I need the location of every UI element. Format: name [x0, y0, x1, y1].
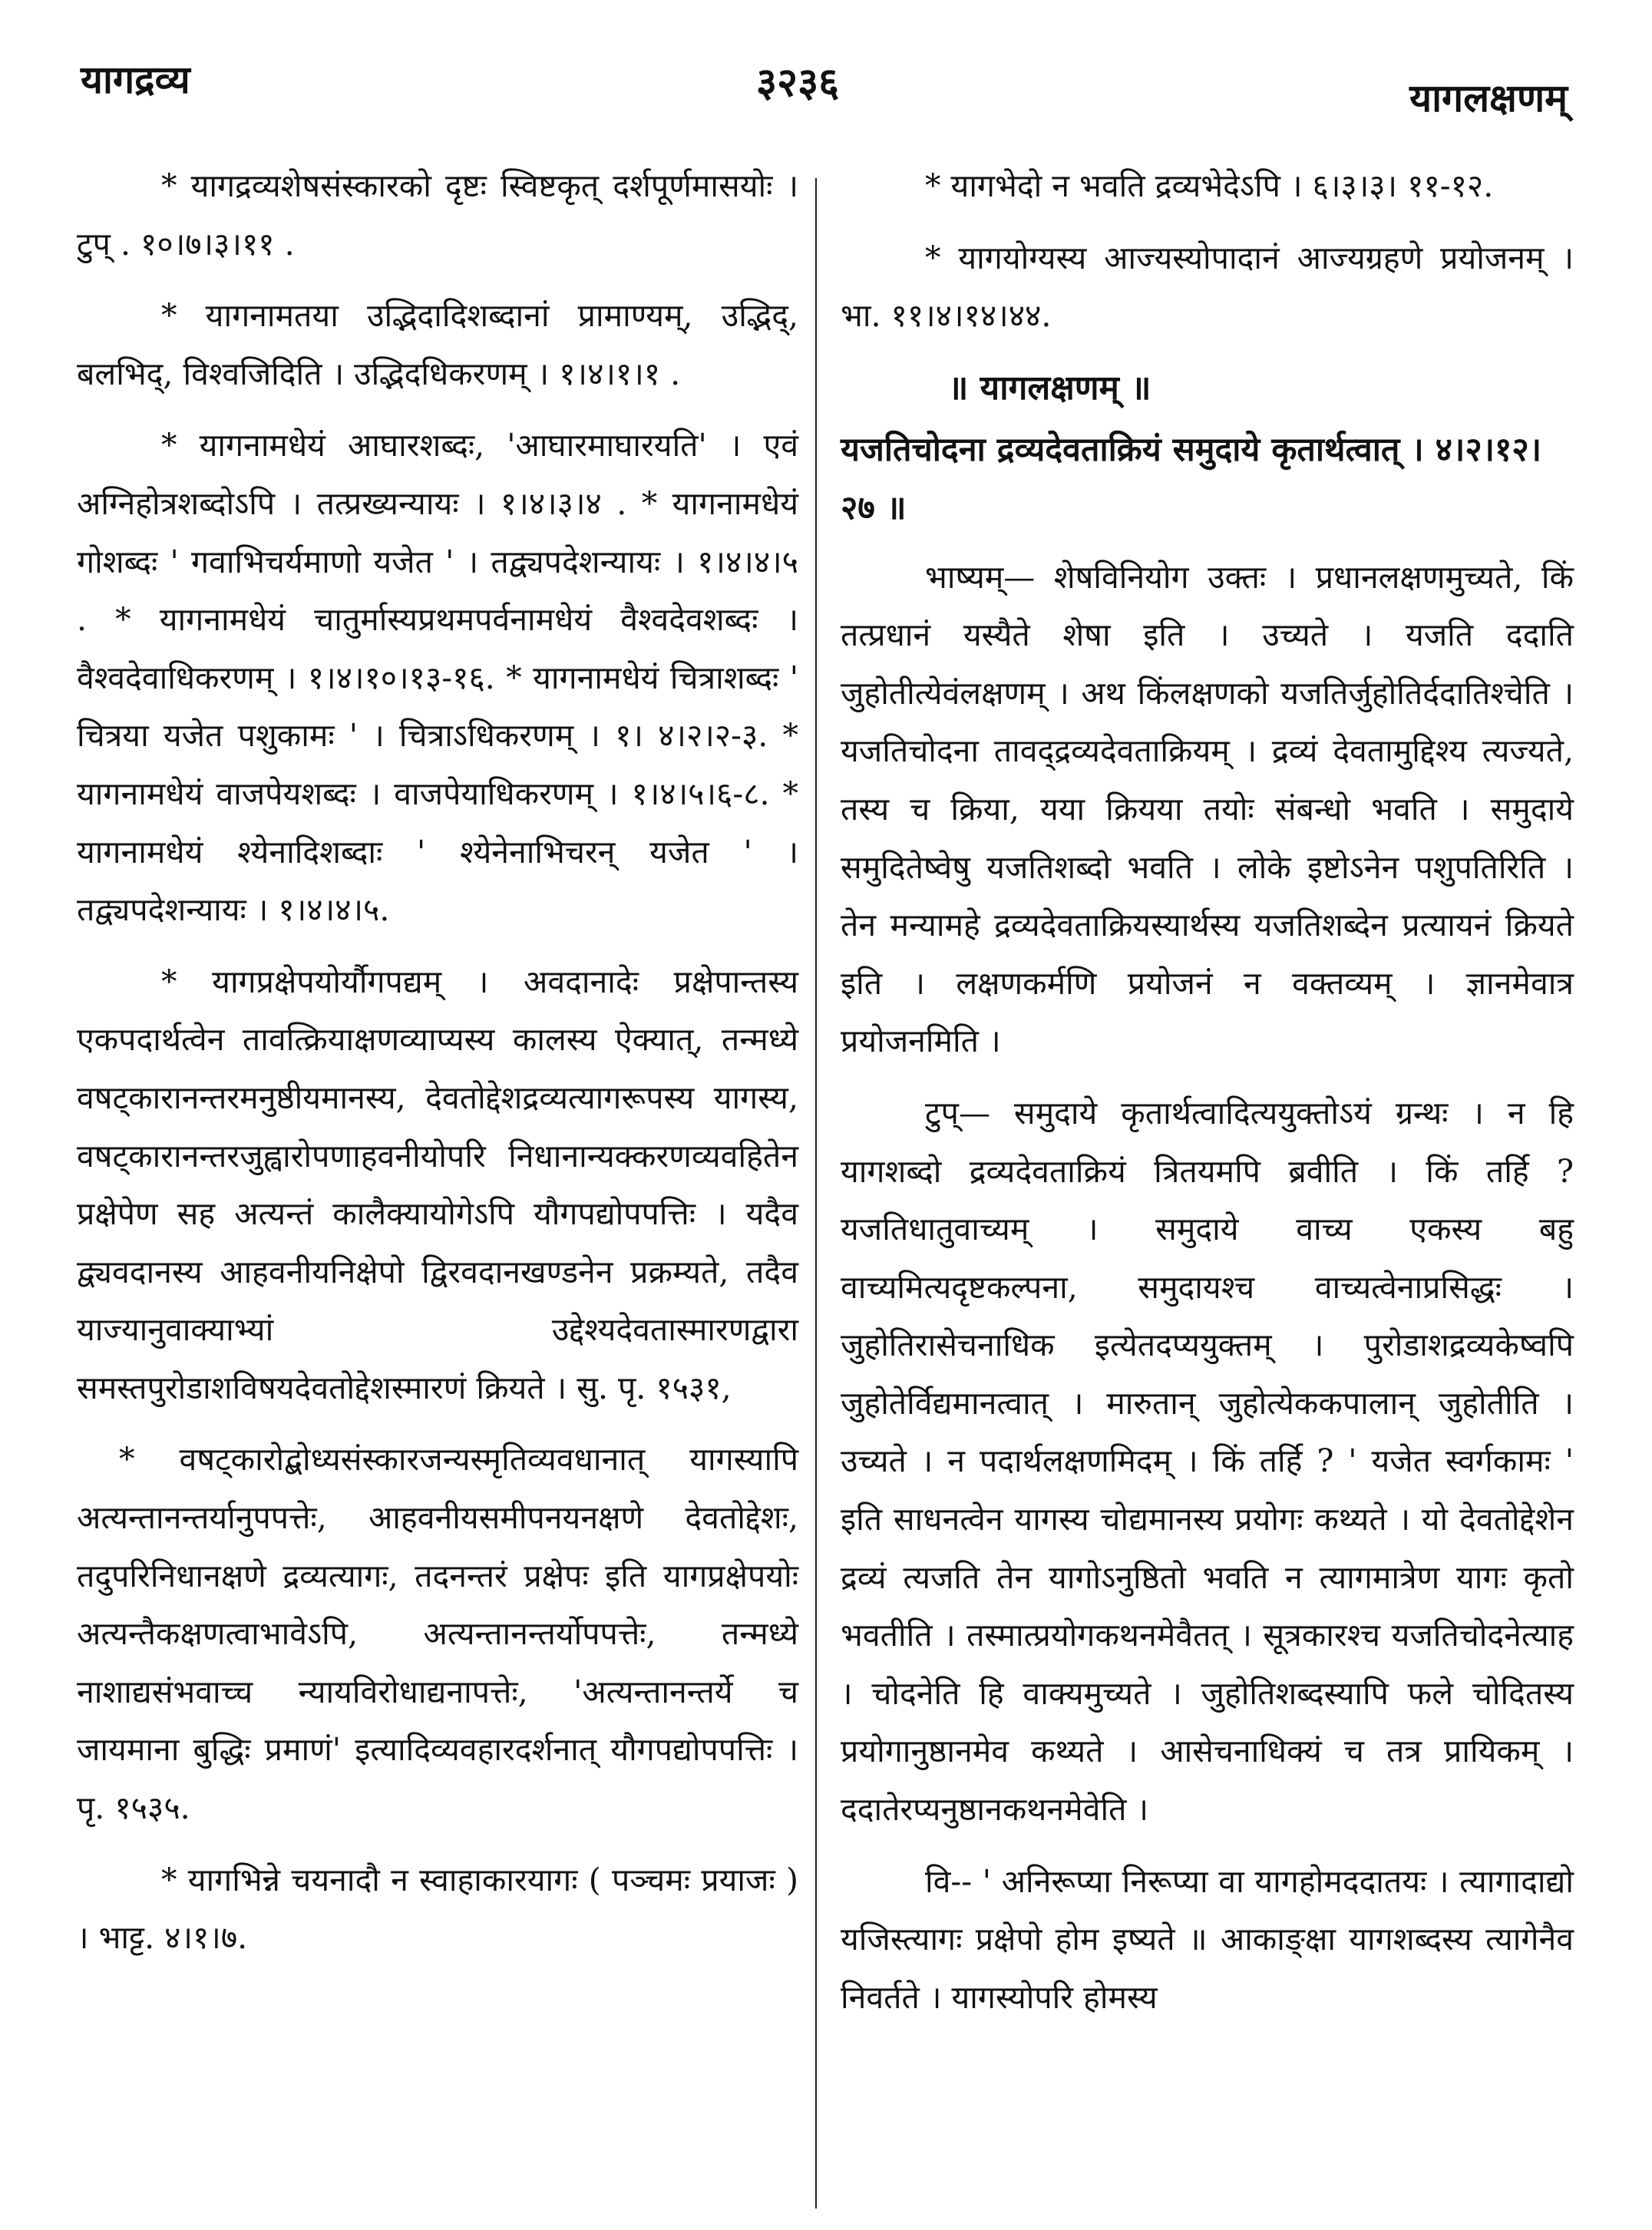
- section-title: ॥ यागलक्षणम् ॥: [948, 368, 1151, 408]
- entry-yaganamadheya: * यागनामधेयं आघारशब्दः, 'आघारमाघारयति' । एवं अग्निहोत्रशब्दोऽपि । तत्प्रख्यन्यायः । १।४।३।४ . * यागनामधेयं गोशब्दः ' गवाभिचर्यमाणो यजेत ' । तद्व्यपदेशन्यायः । १।४।४।५ . * यागनामधेयं चातुर्मास्यप्रथमपर्वनामधेयं वैश्वदेवशब्दः । वैश्वदेवाधिकरणम् । १।४।१०।१३-१६. * यागनामधेयं चित्राशब्दः ' चित्रया यजेत पशुकामः ' । चित्राऽधिकरणम् । १। ४।२।२-३. * यागनामधेयं वाजपेयशब्दः । वाजपेयाधिकरणम् । १।४।५।६-८. * यागनामधेयं श्येनादिशब्दाः ' श्येनेनाभिचरन् यजेत ' । तद्व्यपदेशन्यायः । १।४।४।५.: [77, 427, 798, 929]
- entry-yagabhinne: * यागभिन्ने चयनादौ न स्वाहाकारयागः ( पञ्चमः प्रयाजः ) । भाट्ट. ४।१।७.: [77, 1861, 798, 1957]
- entry-yagabheda: * यागभेदो न भवति द्रव्यभेदेऽपि । ६।३।३। ११-१२.: [925, 167, 1494, 204]
- entry-yaganamataya: * यागनामतया उद्भिदादिशब्दानां प्रामाण्यम्, उद्भिद्, बलभिद्, विश्वजिदिति । उद्भिदधिकरणम् । १।४।१।१ .: [77, 297, 798, 392]
- entry-vashatkara: * वषट्कारोद्बोध्यसंस्कारजन्यस्मृतिव्यवधानात् यागस्यापि अत्यन्तानन्तर्यानुपपत्तेः, आहवनीयसमीपनयनक्षणे देवतोद्देशः, तदुपरिनिधानक्षणे द्रव्यत्यागः, तदनन्तरं प्रक्षेपः इति यागप्रक्षेपयोः अत्यन्तैकक्षणत्वाभावेऽपि, अत्यन्तानन्तर्योपपत्तेः, तन्मध्ये नाशाद्यसंभवाच्च न्यायविरोधाद्यनापत्तेः, 'अत्यन्तानन्तर्ये च जायमाना बुद्धिः प्रमाणं' इत्यादिव्यवहारदर्शनात् यौगपद्योपपत्तिः । पृ. १५३५.: [77, 1441, 798, 1827]
- running-head-left: यागद्रव्य: [81, 57, 190, 102]
- column-divider: [815, 178, 817, 2209]
- entry-yagadravya-shesha: * यागद्रव्यशेषसंस्कारको दृष्टः स्विष्टकृत् दर्शपूर्णमासयोः । टुप् . १०।७।३।११ .: [77, 167, 798, 263]
- bhashya-paragraph: भाष्यम्— शेषविनियोग उक्तः । प्रधानलक्षणमुच्यते, किं तत्प्रधानं यस्यैते शेषा इति । उच्यते । यजति ददाति जुहोतीत्येवंलक्षणम् । अथ किंलक्षणको यजतिर्जुहोतिर्ददातिश्चेति । यजतिचोदना तावद्द्रव्यदेवताक्रियम् । द्रव्यं देवतामुद्दिश्य त्यज्यते, तस्य च क्रिया, यया क्रियया तयोः संबन्धो भवति । समुदाये समुदितेष्वेषु यजतिशब्दो भवति । लोके इष्टोऽनेन पशुपतिरिति । तेन मन्यामहे द्रव्यदेवताक्रियस्यार्थस्य यजतिशब्देन प्रत्यायनं क्रियते इति । लक्षणकर्मणि प्रयोजनं न वक्तव्यम् । ज्ञानमेवात्र प्रयोजनमिति ।: [841, 558, 1574, 1060]
- left-column: [77, 157, 798, 1981]
- vi-paragraph: वि-- ' अनिरूप्या निरूप्या वा यागहोमददातयः । त्यागादाद्यो यजिस्त्यागः प्रक्षेपो होम इष्यते ॥ आकाङ्क्षा यागशब्दस्य त्यागेनैव निवर्तते । यागस्योपरि होमस्य: [841, 1862, 1574, 2016]
- sutra-text: यजतिचोदना द्रव्यदेवताक्रियं समुदाये कृतार्थत्वात् । ४।२।१२।२७ ॥: [841, 431, 1542, 527]
- entry-yagaprakshepa: * यागप्रक्षेपयोर्यौगपद्यम् । अवदानादेः प्रक्षेपान्तस्य एकपदार्थत्वेन तावत्क्रियाक्षणव्याप्यस्य कालस्य ऐक्यात्, तन्मध्ये वषट्कारानन्तरमनुष्ठीयमानस्य, देवतोद्देशद्रव्यत्यागरूपस्य यागस्य, वषट्कारानन्तरजुह्वारोपणाहवनीयोपरि निधानान्यक्करणव्यवहितेन प्रक्षेपेण सह अत्यन्तं कालैक्यायोगेऽपि यौगपद्योपपत्तिः । यदैव द्व्यवदानस्य आहवनीयनिक्षेपो द्विरवदानखण्डनेन प्रक्रम्यते, तदैव याज्यानुवाक्याभ्यां उद्देश्यदेवतास्मारणद्वारा समस्तपुरोडाशविषयदेवतोद्देशस्मारणं क्रियते । सु. पृ. १५३१,: [77, 963, 798, 1406]
- entry-yagayogya: * यागयोग्यस्य आज्यस्योपादानं आज्यग्रहणे प्रयोजनम् । भा. ११।४।१४।४४.: [841, 239, 1574, 335]
- right-column: [841, 157, 1574, 2027]
- running-head-right: यागलक्षणम्: [1409, 75, 1568, 121]
- tup-paragraph: टुप्— समुदाये कृतार्थत्वादित्ययुक्तोऽयं ग्रन्थः । न हि यागशब्दो द्रव्यदेवताक्रियं त्रितयमपि ब्रवीति । किं तर्हि ? यजतिधातुवाच्यम् । समुदाये वाच्य एकस्य बहु वाच्यमित्यदृष्टकल्पना, समुदायश्च वाच्यत्वेनाप्रसिद्धः । जुहोतिरासेचनाधिक इत्येतदप्ययुक्तम् । पुरोडाशद्रव्यकेष्वपि जुहोतेर्विद्यमानत्वात् । मारुतान् जुहोत्येककपालान् जुहोतीति । उच्यते । न पदार्थलक्षणमिदम् । किं तर्हि ? ' यजेत स्वर्गकामः ' इति साधनत्वेन यागस्य चोद्यमानस्य प्रयोगः कथ्यते । यो देवतोद्देशेन द्रव्यं त्यजति तेन यागोऽनुष्ठितो भवति न त्यागमात्रेण यागः कृतो भवतीति । तस्मात्प्रयोगकथनमेवैतत् । सूत्रकारश्च यजतिचोदनेत्याह । चोदनेति हि वाक्यमुच्यते । जुहोतिशब्दस्यापि फले चोदितस्य प्रयोगानुष्ठानमेव कथ्यते । आसेचनाधिक्यं च तत्र प्रायिकम् । ददातेरप्यनुष्ठानकथनमेवेति ।: [841, 1094, 1574, 1829]
- page-number: ३२३६: [756, 59, 840, 106]
